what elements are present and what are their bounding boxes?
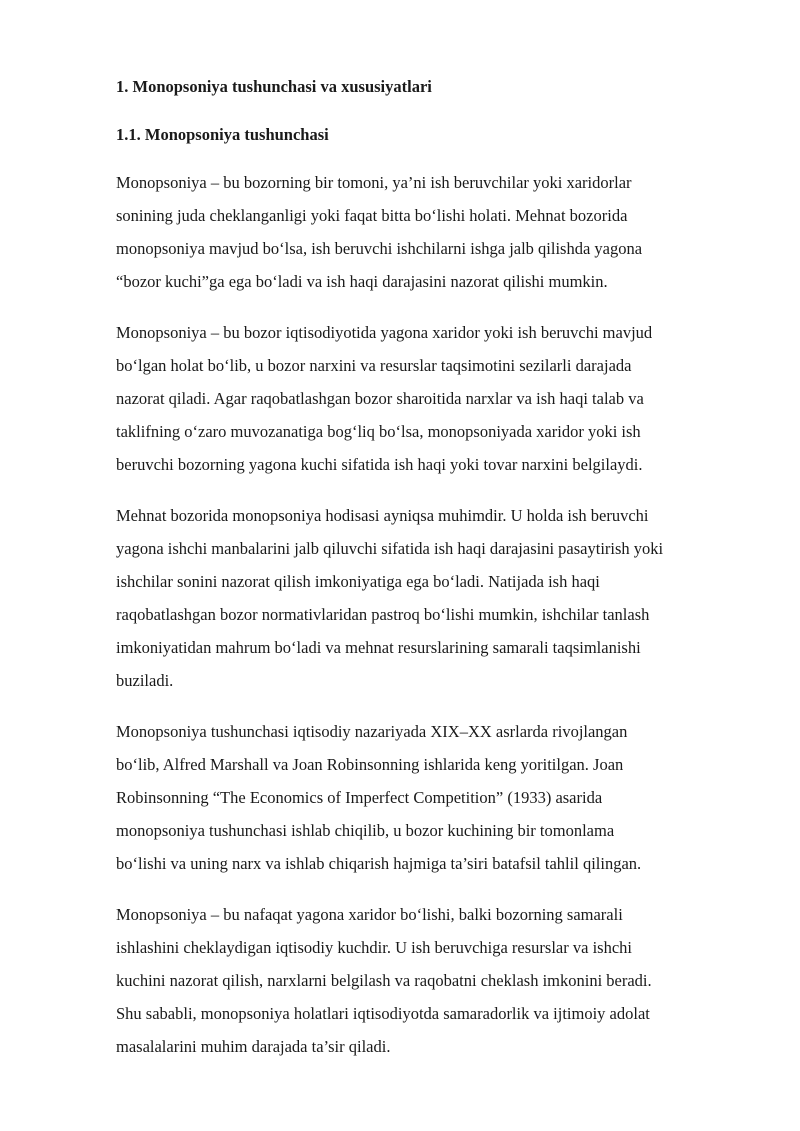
paragraph-2 <box>116 316 756 481</box>
paragraph-5 <box>116 898 756 1063</box>
paragraph-line: monopsoniya mavjud bo‘lsa, ish beruvchi ishchilarni ishga jalb qilishda yagona <box>116 239 643 258</box>
document-page <box>116 74 756 1081</box>
paragraph-line: raqobatlashgan bozor normativlaridan pastroq bo‘lishi mumkin, ishchilar tanlash <box>116 605 650 624</box>
paragraph-line: ishlashini cheklaydigan iqtisodiy kuchdir. U ish beruvchiga resurslar va ishchi <box>116 938 632 957</box>
paragraph-line: monopsoniya tushunchasi ishlab chiqilib, u bozor kuchining bir tomonlama <box>116 821 615 840</box>
paragraph-line: Robinsonning “The Economics of Imperfect Competition” (1933) asarida <box>116 788 603 807</box>
paragraph-line: sonining juda cheklanganligi yoki faqat bitta bo‘lishi holati. Mehnat bozorida <box>116 206 628 225</box>
paragraph-line: Mehnat bozorida monopsoniya hodisasi ayniqsa muhimdir. U holda ish beruvchi <box>116 506 649 525</box>
paragraph-line: Monopsoniya – bu nafaqat yagona xaridor bo‘lishi, balki bozorning samarali <box>116 905 623 924</box>
paragraph-line: Monopsoniya tushunchasi iqtisodiy nazariyada XIX–XX asrlarda rivojlangan <box>116 722 628 741</box>
paragraph-line: ishchilar sonini nazorat qilish imkoniyatiga ega bo‘ladi. Natijada ish haqi <box>116 572 600 591</box>
paragraph-line: buziladi. <box>116 671 174 690</box>
paragraph-3 <box>116 499 756 697</box>
paragraph-line: Monopsoniya – bu bozorning bir tomoni, ya’ni ish beruvchilar yoki xaridorlar <box>116 173 632 192</box>
paragraph-line: kuchini nazorat qilish, narxlarni belgilash va raqobatni cheklash imkonini beradi. <box>116 971 652 990</box>
paragraph-line: bo‘lgan holat bo‘lib, u bozor narxini va resurslar taqsimotini sezilarli darajada <box>116 356 632 375</box>
paragraph-line: taklifning o‘zaro muvozanatiga bog‘liq bo‘lsa, monopsoniyada xaridor yoki ish <box>116 422 641 441</box>
subsection-heading: 1.1. Monopsoniya tushunchasi <box>116 125 329 144</box>
paragraph-line: imkoniyatidan mahrum bo‘ladi va mehnat resurslarining samarali taqsimlanishi <box>116 638 641 657</box>
paragraph-1 <box>116 166 756 298</box>
paragraph-line: Monopsoniya – bu bozor iqtisodiyotida yagona xaridor yoki ish beruvchi mavjud <box>116 323 653 342</box>
paragraph-line: beruvchi bozorning yagona kuchi sifatida ish haqi yoki tovar narxini belgilaydi. <box>116 455 643 474</box>
paragraph-4 <box>116 715 756 880</box>
paragraph-line: masalalarini muhim darajada ta’sir qiladi. <box>116 1037 391 1056</box>
section-heading: 1. Monopsoniya tushunchasi va xususiyatlari <box>116 77 432 96</box>
paragraph-line: bo‘lishi va uning narx va ishlab chiqarish hajmiga ta’siri batafsil tahlil qilingan. <box>116 854 642 873</box>
paragraph-line: Shu sababli, monopsoniya holatlari iqtisodiyotda samaradorlik va ijtimoiy adolat <box>116 1004 650 1023</box>
paragraph-line: “bozor kuchi”ga ega bo‘ladi va ish haqi darajasini nazorat qilishi mumkin. <box>116 272 608 291</box>
paragraph-line: nazorat qiladi. Agar raqobatlashgan bozor sharoitida narxlar va ish haqi talab va <box>116 389 644 408</box>
paragraph-line: bo‘lib, Alfred Marshall va Joan Robinsonning ishlarida keng yoritilgan. Joan <box>116 755 624 774</box>
paragraph-line: yagona ishchi manbalarini jalb qiluvchi sifatida ish haqi darajasini pasaytirish yoki <box>116 539 664 558</box>
